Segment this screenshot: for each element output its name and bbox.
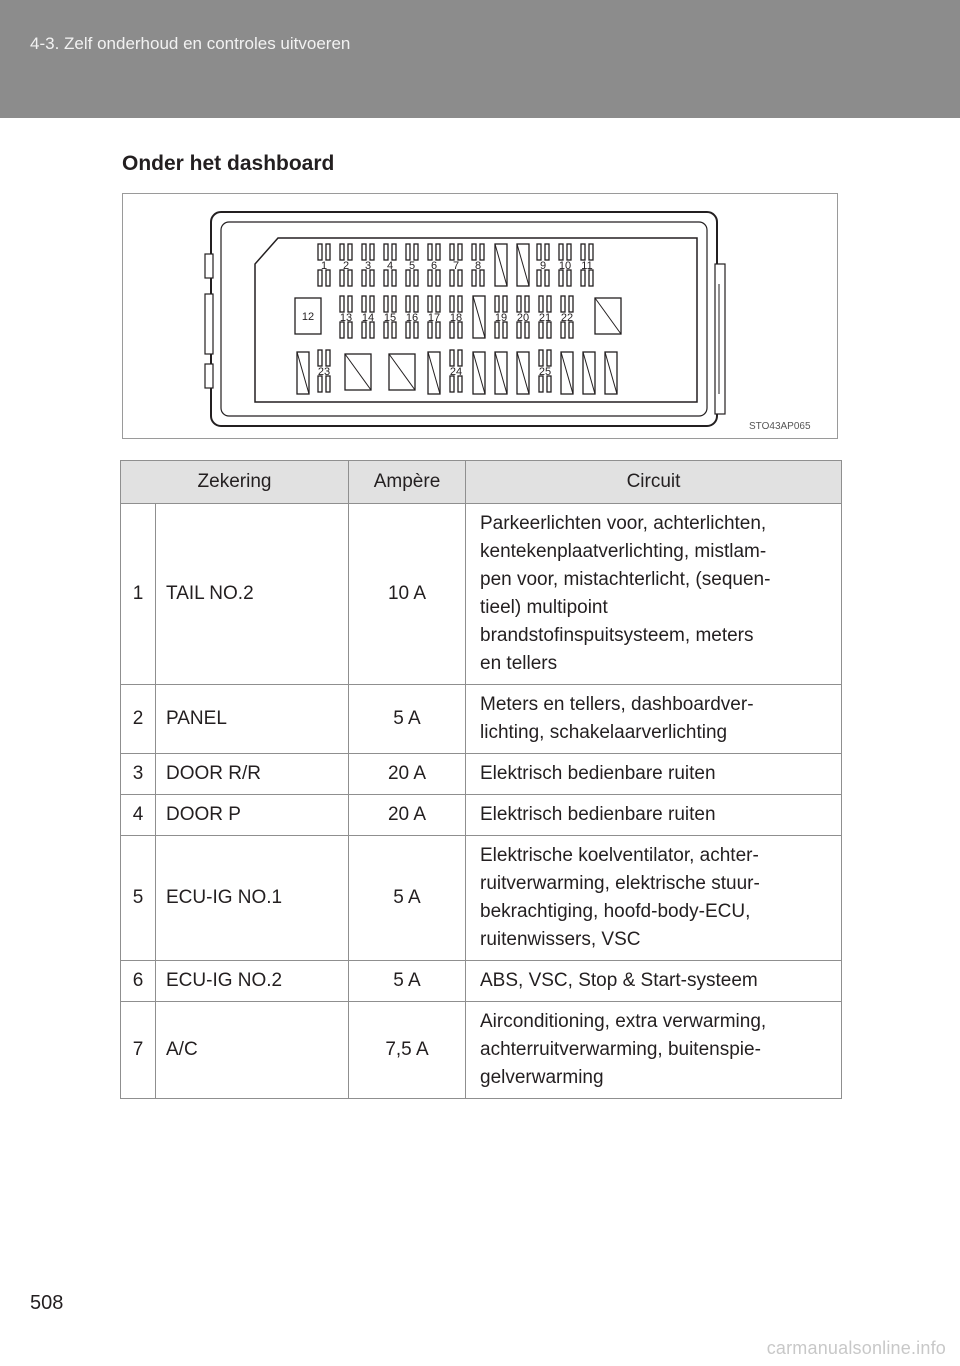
fuse-24-prong-d <box>458 376 462 392</box>
fuse-name: TAIL NO.2 <box>156 504 349 685</box>
fuse-13-prong-a <box>340 296 344 312</box>
fuse-1-prong-c <box>318 270 322 286</box>
fuse-24-prong-a <box>450 350 454 366</box>
table-row <box>121 504 842 685</box>
fuse-20-prong-a <box>517 296 521 312</box>
circuit-line: Elektrisch bedienbare ruiten <box>480 804 716 825</box>
fuse-5-prong-b <box>414 244 418 260</box>
fuse-21-prong-c <box>539 322 543 338</box>
fuse-4-prong-c <box>384 270 388 286</box>
fuse-10-prong-d <box>567 270 571 286</box>
fuse-21-prong-d <box>547 322 551 338</box>
fuse-22-prong-a <box>561 296 565 312</box>
page-number: 508 <box>30 1292 64 1314</box>
fuse-18-prong-a <box>450 296 454 312</box>
fuse-5-prong-c <box>406 270 410 286</box>
fuse-ampere: 5 A <box>349 836 466 961</box>
table-row <box>121 961 842 1002</box>
circuit-line: brandstofinspuitsysteem, meters <box>480 625 754 646</box>
circuit-line: ABS, VSC, Stop & Start-systeem <box>480 970 758 991</box>
fuse-9-prong-b <box>545 244 549 260</box>
fuse-16-prong-d <box>414 322 418 338</box>
fuse-table <box>120 460 842 1099</box>
fuse-number: 2 <box>121 685 156 754</box>
fuse-25-prong-c <box>539 376 543 392</box>
circuit-line: Elektrisch bedienbare ruiten <box>480 763 716 784</box>
fuse-9-prong-d <box>545 270 549 286</box>
fuse-2-prong-c <box>340 270 344 286</box>
fuse-25-prong-d <box>547 376 551 392</box>
fuse-20-prong-d <box>525 322 529 338</box>
fuse-8-prong-a <box>472 244 476 260</box>
fuse-label: 12 <box>301 311 315 323</box>
fuse-name: DOOR P <box>156 795 349 836</box>
fuse-20-prong-b <box>525 296 529 312</box>
fuse-16-prong-a <box>406 296 410 312</box>
table-row <box>121 836 842 961</box>
fuse-label: 17 <box>427 312 441 324</box>
fuse-number: 3 <box>121 754 156 795</box>
fuse-23-prong-b <box>326 350 330 366</box>
table-row <box>121 685 842 754</box>
fuse-25-prong-b <box>547 350 551 366</box>
circuit-line: ruitenwissers, VSC <box>480 929 641 950</box>
fuse-3-prong-c <box>362 270 366 286</box>
fuse-22-prong-c <box>561 322 565 338</box>
fuse-label: 5 <box>408 260 416 272</box>
fuse-number: 1 <box>121 504 156 685</box>
fuse-label: 4 <box>386 260 394 272</box>
table-row <box>121 795 842 836</box>
fuse-9-prong-a <box>537 244 541 260</box>
fuse-11-prong-c <box>581 270 585 286</box>
fuse-23-prong-c <box>318 376 322 392</box>
fuse-number: 5 <box>121 836 156 961</box>
table-row <box>121 1002 842 1099</box>
fuse-label: 14 <box>361 312 375 324</box>
fuse-ampere: 5 A <box>349 685 466 754</box>
fuse-18-prong-d <box>458 322 462 338</box>
fuse-ampere: 10 A <box>349 504 466 685</box>
fuse-18-prong-c <box>450 322 454 338</box>
fuse-label: 25 <box>538 366 552 378</box>
header-zekering: Zekering <box>121 461 349 504</box>
fuse-box-diagram <box>122 193 838 439</box>
fuse-19-prong-c <box>495 322 499 338</box>
fuse-3-prong-b <box>370 244 374 260</box>
fuse-13-prong-b <box>348 296 352 312</box>
fuse-label: 19 <box>494 312 508 324</box>
fuse-22-prong-d <box>569 322 573 338</box>
fuse-table-body <box>121 504 842 1099</box>
circuit-line: en tellers <box>480 653 558 674</box>
fuse-name: PANEL <box>156 685 349 754</box>
fuse-16-prong-b <box>414 296 418 312</box>
fuse-box-illustration <box>123 194 839 440</box>
fuse-24-prong-c <box>450 376 454 392</box>
fuse-21-prong-b <box>547 296 551 312</box>
fuse-circuit <box>466 961 842 1002</box>
fuse-11-prong-d <box>589 270 593 286</box>
fuse-17-prong-a <box>428 296 432 312</box>
fuse-14-prong-c <box>362 322 366 338</box>
housing-tab-left-1 <box>205 254 213 278</box>
fuse-3-prong-a <box>362 244 366 260</box>
fuse-7-prong-d <box>458 270 462 286</box>
fuse-ampere: 20 A <box>349 754 466 795</box>
fuse-circuit <box>466 836 842 961</box>
fuse-label: 7 <box>452 260 460 272</box>
housing-tab-left-2 <box>205 294 213 354</box>
fuse-8-prong-d <box>480 270 484 286</box>
chapter-heading: 4-3. Zelf onderhoud en controles uitvoeren <box>30 34 351 53</box>
fuse-box-housing <box>211 212 717 426</box>
circuit-line: Elektrische koelventilator, achter- <box>480 845 759 866</box>
fuse-ampere: 5 A <box>349 961 466 1002</box>
fuse-14-prong-d <box>370 322 374 338</box>
housing-tab-left-3 <box>205 364 213 388</box>
fuse-18-prong-b <box>458 296 462 312</box>
fuse-6-prong-c <box>428 270 432 286</box>
fuse-label: 6 <box>430 260 438 272</box>
fuse-24-prong-b <box>458 350 462 366</box>
fuse-label: 1 <box>320 260 328 272</box>
table-row <box>121 754 842 795</box>
fuse-8-prong-c <box>472 270 476 286</box>
circuit-line: achterruitverwarming, buitenspie- <box>480 1039 761 1060</box>
watermark: carmanualsonline.info <box>766 1338 946 1358</box>
circuit-line: bekrachtiging, hoofd-body-ECU, <box>480 901 751 922</box>
fuse-label: 13 <box>339 312 353 324</box>
fuse-label: 15 <box>383 312 397 324</box>
circuit-line: gelverwarming <box>480 1067 604 1088</box>
fuse-6-prong-a <box>428 244 432 260</box>
fuse-circuit <box>466 685 842 754</box>
image-code: STO43AP065 <box>749 421 811 432</box>
fuse-1-prong-d <box>326 270 330 286</box>
circuit-line: ruitverwarming, elektrische stuur- <box>480 873 760 894</box>
fuse-name: DOOR R/R <box>156 754 349 795</box>
housing-tab-right <box>715 264 725 414</box>
fuse-label: 22 <box>560 312 574 324</box>
fuse-4-prong-a <box>384 244 388 260</box>
fuse-10-prong-c <box>559 270 563 286</box>
fuse-circuit <box>466 795 842 836</box>
header-bar <box>0 0 960 118</box>
fuse-1-prong-a <box>318 244 322 260</box>
fuse-2-prong-d <box>348 270 352 286</box>
fuse-19-prong-b <box>503 296 507 312</box>
fuse-name: A/C <box>156 1002 349 1099</box>
circuit-line: Airconditioning, extra verwarming, <box>480 1011 767 1032</box>
fuse-21-prong-a <box>539 296 543 312</box>
fuse-10-prong-b <box>567 244 571 260</box>
circuit-line: Parkeerlichten voor, achterlichten, <box>480 513 767 534</box>
fuse-15-prong-b <box>392 296 396 312</box>
fuse-name: ECU-IG NO.2 <box>156 961 349 1002</box>
fuse-name: ECU-IG NO.1 <box>156 836 349 961</box>
fuse-7-prong-c <box>450 270 454 286</box>
fuse-label: 11 <box>581 260 593 272</box>
circuit-line: tieel) multipoint <box>480 597 608 618</box>
fuse-3-prong-d <box>370 270 374 286</box>
fuse-16-prong-c <box>406 322 410 338</box>
fuse-13-prong-d <box>348 322 352 338</box>
fuse-2-prong-b <box>348 244 352 260</box>
header-circuit: Circuit <box>466 461 842 504</box>
fuse-11-prong-b <box>589 244 593 260</box>
fuse-8-prong-b <box>480 244 484 260</box>
fuse-23-prong-a <box>318 350 322 366</box>
fuse-6-prong-d <box>436 270 440 286</box>
fuse-7-prong-b <box>458 244 462 260</box>
fuse-label: 18 <box>449 312 463 324</box>
section-title: Onder het dashboard <box>122 152 335 175</box>
fuse-19-prong-d <box>503 322 507 338</box>
fuse-label: 2 <box>342 260 350 272</box>
fuse-19-prong-a <box>495 296 499 312</box>
fuse-20-prong-c <box>517 322 521 338</box>
fuse-13-prong-c <box>340 322 344 338</box>
fuse-label: 21 <box>538 312 552 324</box>
fuse-17-prong-c <box>428 322 432 338</box>
fuse-circuit <box>466 1002 842 1099</box>
fuse-14-prong-a <box>362 296 366 312</box>
fuse-15-prong-a <box>384 296 388 312</box>
fuse-label: 8 <box>474 260 482 272</box>
table-header-row <box>121 461 842 504</box>
fuse-22-prong-b <box>569 296 573 312</box>
fuse-circuit <box>466 504 842 685</box>
fuse-label: 9 <box>539 260 547 272</box>
header-ampere: Ampère <box>349 461 466 504</box>
fuse-17-prong-d <box>436 322 440 338</box>
fuse-1-prong-b <box>326 244 330 260</box>
fuse-label: 16 <box>405 312 419 324</box>
fuse-15-prong-c <box>384 322 388 338</box>
fuse-5-prong-d <box>414 270 418 286</box>
fuse-label: 24 <box>449 366 463 378</box>
circuit-line: pen voor, mistachterlicht, (sequen- <box>480 569 771 590</box>
fuse-17-prong-b <box>436 296 440 312</box>
fuse-circuit <box>466 754 842 795</box>
fuse-5-prong-a <box>406 244 410 260</box>
fuse-label: 23 <box>317 366 331 378</box>
fuse-number: 6 <box>121 961 156 1002</box>
circuit-line: kentekenplaatverlichting, mistlam- <box>480 541 767 562</box>
fuse-11-prong-a <box>581 244 585 260</box>
fuse-6-prong-b <box>436 244 440 260</box>
fuse-10-prong-a <box>559 244 563 260</box>
fuse-label: 20 <box>516 312 530 324</box>
fuse-15-prong-d <box>392 322 396 338</box>
fuse-ampere: 7,5 A <box>349 1002 466 1099</box>
circuit-line: lichting, schakelaarverlichting <box>480 722 728 743</box>
fuse-label: 3 <box>364 260 372 272</box>
fuse-number: 4 <box>121 795 156 836</box>
fuse-23-prong-d <box>326 376 330 392</box>
fuse-9-prong-c <box>537 270 541 286</box>
fuse-4-prong-b <box>392 244 396 260</box>
fuse-number: 7 <box>121 1002 156 1099</box>
fuse-2-prong-a <box>340 244 344 260</box>
circuit-line: Meters en tellers, dashboardver- <box>480 694 754 715</box>
fuse-25-prong-a <box>539 350 543 366</box>
fuse-4-prong-d <box>392 270 396 286</box>
fuse-14-prong-b <box>370 296 374 312</box>
fuse-7-prong-a <box>450 244 454 260</box>
fuse-ampere: 20 A <box>349 795 466 836</box>
fuse-label: 10 <box>558 260 572 272</box>
